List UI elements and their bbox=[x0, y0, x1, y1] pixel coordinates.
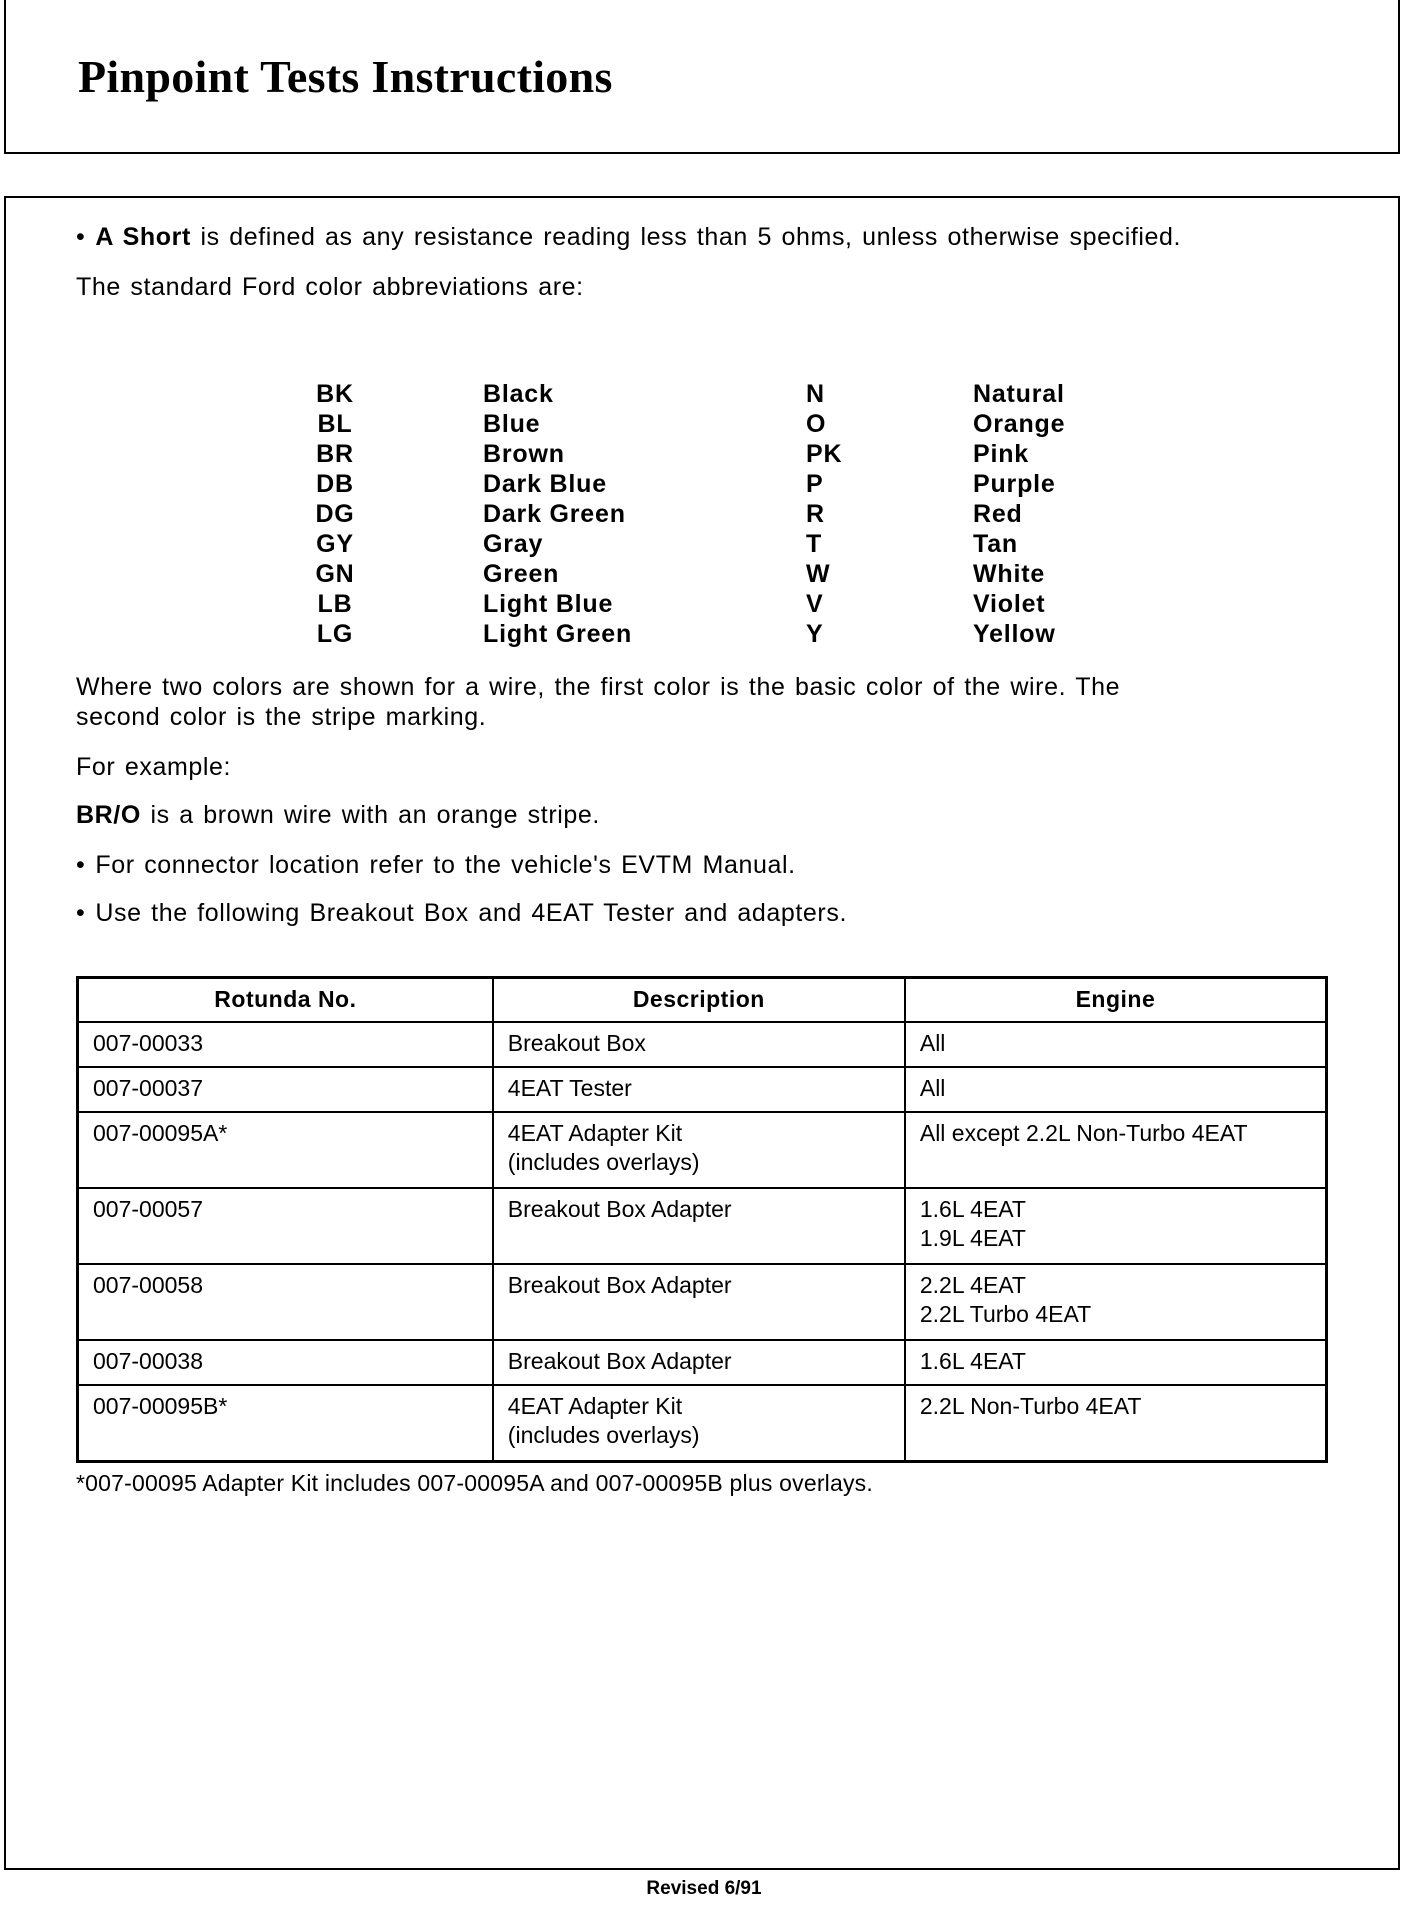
color-code: BK bbox=[316, 380, 354, 408]
engine-cell bbox=[905, 1264, 1327, 1340]
color-code: BR bbox=[316, 440, 354, 468]
color-name: Red bbox=[973, 500, 1023, 528]
description-line: 4EAT Tester bbox=[507, 1075, 632, 1101]
color-name: Black bbox=[483, 380, 554, 408]
engine-cell bbox=[905, 1067, 1327, 1112]
engine-cell bbox=[905, 1188, 1327, 1264]
color-name: Violet bbox=[973, 590, 1046, 618]
rotunda-number: 007-00058 bbox=[78, 1264, 493, 1340]
short-definition-text: is defined as any resistance reading less than 5 ohms, unless otherwise specified. bbox=[200, 223, 1182, 251]
page-title: Pinpoint Tests Instructions bbox=[78, 51, 613, 102]
engine-line: 1.6L 4EAT bbox=[919, 1196, 1026, 1222]
color-name: Purple bbox=[973, 470, 1056, 498]
description-line: 4EAT Adapter Kit bbox=[507, 1393, 683, 1419]
engine-cell bbox=[905, 1022, 1327, 1067]
description-cell bbox=[493, 1264, 905, 1340]
tool-table bbox=[76, 976, 1328, 1463]
engine-line: 1.9L 4EAT bbox=[919, 1225, 1026, 1251]
rotunda-number: 007-00095A* bbox=[78, 1112, 493, 1188]
color-code: LG bbox=[316, 620, 354, 648]
connector-note bbox=[76, 850, 796, 880]
description-cell bbox=[493, 1188, 905, 1264]
color-name: Yellow bbox=[973, 620, 1056, 648]
bullet-dot: • bbox=[76, 899, 86, 927]
color-name: Orange bbox=[973, 410, 1066, 438]
color-name: Dark Blue bbox=[483, 470, 607, 498]
column-header: Rotunda No. bbox=[78, 978, 493, 1023]
two-colors-note bbox=[76, 672, 1120, 732]
engine-cell bbox=[905, 1385, 1327, 1462]
description-line: 4EAT Adapter Kit bbox=[507, 1120, 683, 1146]
description-cell bbox=[493, 1022, 905, 1067]
color-code: O bbox=[806, 410, 827, 438]
color-name: Tan bbox=[973, 530, 1018, 558]
description-line: Breakout Box bbox=[507, 1030, 646, 1056]
engine-line: 2.2L Turbo 4EAT bbox=[919, 1301, 1092, 1327]
two-colors-line: second color is the stripe marking. bbox=[76, 703, 487, 731]
footnote: *007-00095 Adapter Kit includes 007-00095A and 007-00095B plus overlays. bbox=[76, 1470, 873, 1496]
short-definition bbox=[76, 222, 1181, 252]
description-cell bbox=[493, 1067, 905, 1112]
description-cell bbox=[493, 1385, 905, 1462]
rotunda-number: 007-00038 bbox=[78, 1340, 493, 1385]
rotunda-number: 007-00095B* bbox=[78, 1385, 493, 1462]
color-code: BL bbox=[317, 410, 353, 438]
table-row bbox=[78, 1340, 1327, 1385]
description-line: Breakout Box Adapter bbox=[507, 1348, 732, 1374]
color-name: Light Blue bbox=[483, 590, 614, 618]
example-text: is a brown wire with an orange stripe. bbox=[150, 801, 600, 829]
color-name: Natural bbox=[973, 380, 1065, 408]
table-row bbox=[78, 1022, 1327, 1067]
color-code: DG bbox=[315, 500, 355, 528]
color-code: R bbox=[806, 500, 825, 528]
example-code: BR/O bbox=[76, 801, 141, 829]
engine-cell bbox=[905, 1340, 1327, 1385]
color-name: White bbox=[973, 560, 1046, 588]
description-line: (includes overlays) bbox=[507, 1149, 700, 1175]
table-row bbox=[78, 1264, 1327, 1340]
table-row bbox=[78, 1067, 1327, 1112]
title-box bbox=[4, 0, 1400, 154]
description-line: Breakout Box Adapter bbox=[507, 1196, 732, 1222]
color-code: GN bbox=[315, 560, 355, 588]
rotunda-number: 007-00057 bbox=[78, 1188, 493, 1264]
engine-line: All except 2.2L Non-Turbo 4EAT bbox=[919, 1120, 1248, 1146]
table-row bbox=[78, 1188, 1327, 1264]
bullet-dot: • bbox=[76, 851, 86, 879]
engine-cell bbox=[905, 1112, 1327, 1188]
color-code: DB bbox=[316, 470, 354, 498]
table-row bbox=[78, 1385, 1327, 1462]
for-example: For example: bbox=[76, 753, 232, 781]
example-line bbox=[76, 800, 600, 830]
color-code: W bbox=[806, 560, 831, 588]
engine-line: All bbox=[919, 1075, 946, 1101]
color-code: LB bbox=[317, 590, 353, 618]
color-code: V bbox=[806, 590, 824, 618]
revision-date: Revised 6/91 bbox=[646, 1878, 762, 1899]
color-code: PK bbox=[806, 440, 843, 468]
table-header-row bbox=[78, 978, 1327, 1023]
color-name: Light Green bbox=[483, 620, 633, 648]
use-following-note bbox=[76, 898, 847, 928]
color-name: Blue bbox=[483, 410, 541, 438]
color-name: Green bbox=[483, 560, 560, 588]
color-name: Gray bbox=[483, 530, 544, 558]
engine-line: All bbox=[919, 1030, 946, 1056]
color-code: N bbox=[806, 380, 825, 408]
description-line: Breakout Box Adapter bbox=[507, 1272, 732, 1298]
connector-text: For connector location refer to the vehicle's EVTM Manual. bbox=[95, 851, 796, 879]
color-code: GY bbox=[316, 530, 354, 558]
use-following-text: Use the following Breakout Box and 4EAT Tester and adapters. bbox=[95, 899, 848, 927]
color-name: Dark Green bbox=[483, 500, 626, 528]
rotunda-number: 007-00037 bbox=[78, 1067, 493, 1112]
engine-line: 1.6L 4EAT bbox=[919, 1348, 1026, 1374]
bullet-dot: • bbox=[76, 223, 86, 251]
color-name: Brown bbox=[483, 440, 565, 468]
color-code: Y bbox=[806, 620, 824, 648]
column-header: Engine bbox=[905, 978, 1327, 1023]
color-code: T bbox=[806, 530, 823, 558]
color-code: P bbox=[806, 470, 824, 498]
engine-line: 2.2L Non-Turbo 4EAT bbox=[919, 1393, 1142, 1419]
color-name: Pink bbox=[973, 440, 1029, 468]
table-row bbox=[78, 1112, 1327, 1188]
short-term: A Short bbox=[95, 223, 191, 251]
engine-line: 2.2L 4EAT bbox=[919, 1272, 1026, 1298]
two-colors-line: Where two colors are shown for a wire, the first color is the basic color of the wire. The bbox=[76, 673, 1121, 701]
rotunda-number: 007-00033 bbox=[78, 1022, 493, 1067]
description-cell bbox=[493, 1340, 905, 1385]
column-header: Description bbox=[493, 978, 905, 1023]
colors-intro: The standard Ford color abbreviations are: bbox=[76, 273, 584, 301]
description-cell bbox=[493, 1112, 905, 1188]
description-line: (includes overlays) bbox=[507, 1422, 700, 1448]
